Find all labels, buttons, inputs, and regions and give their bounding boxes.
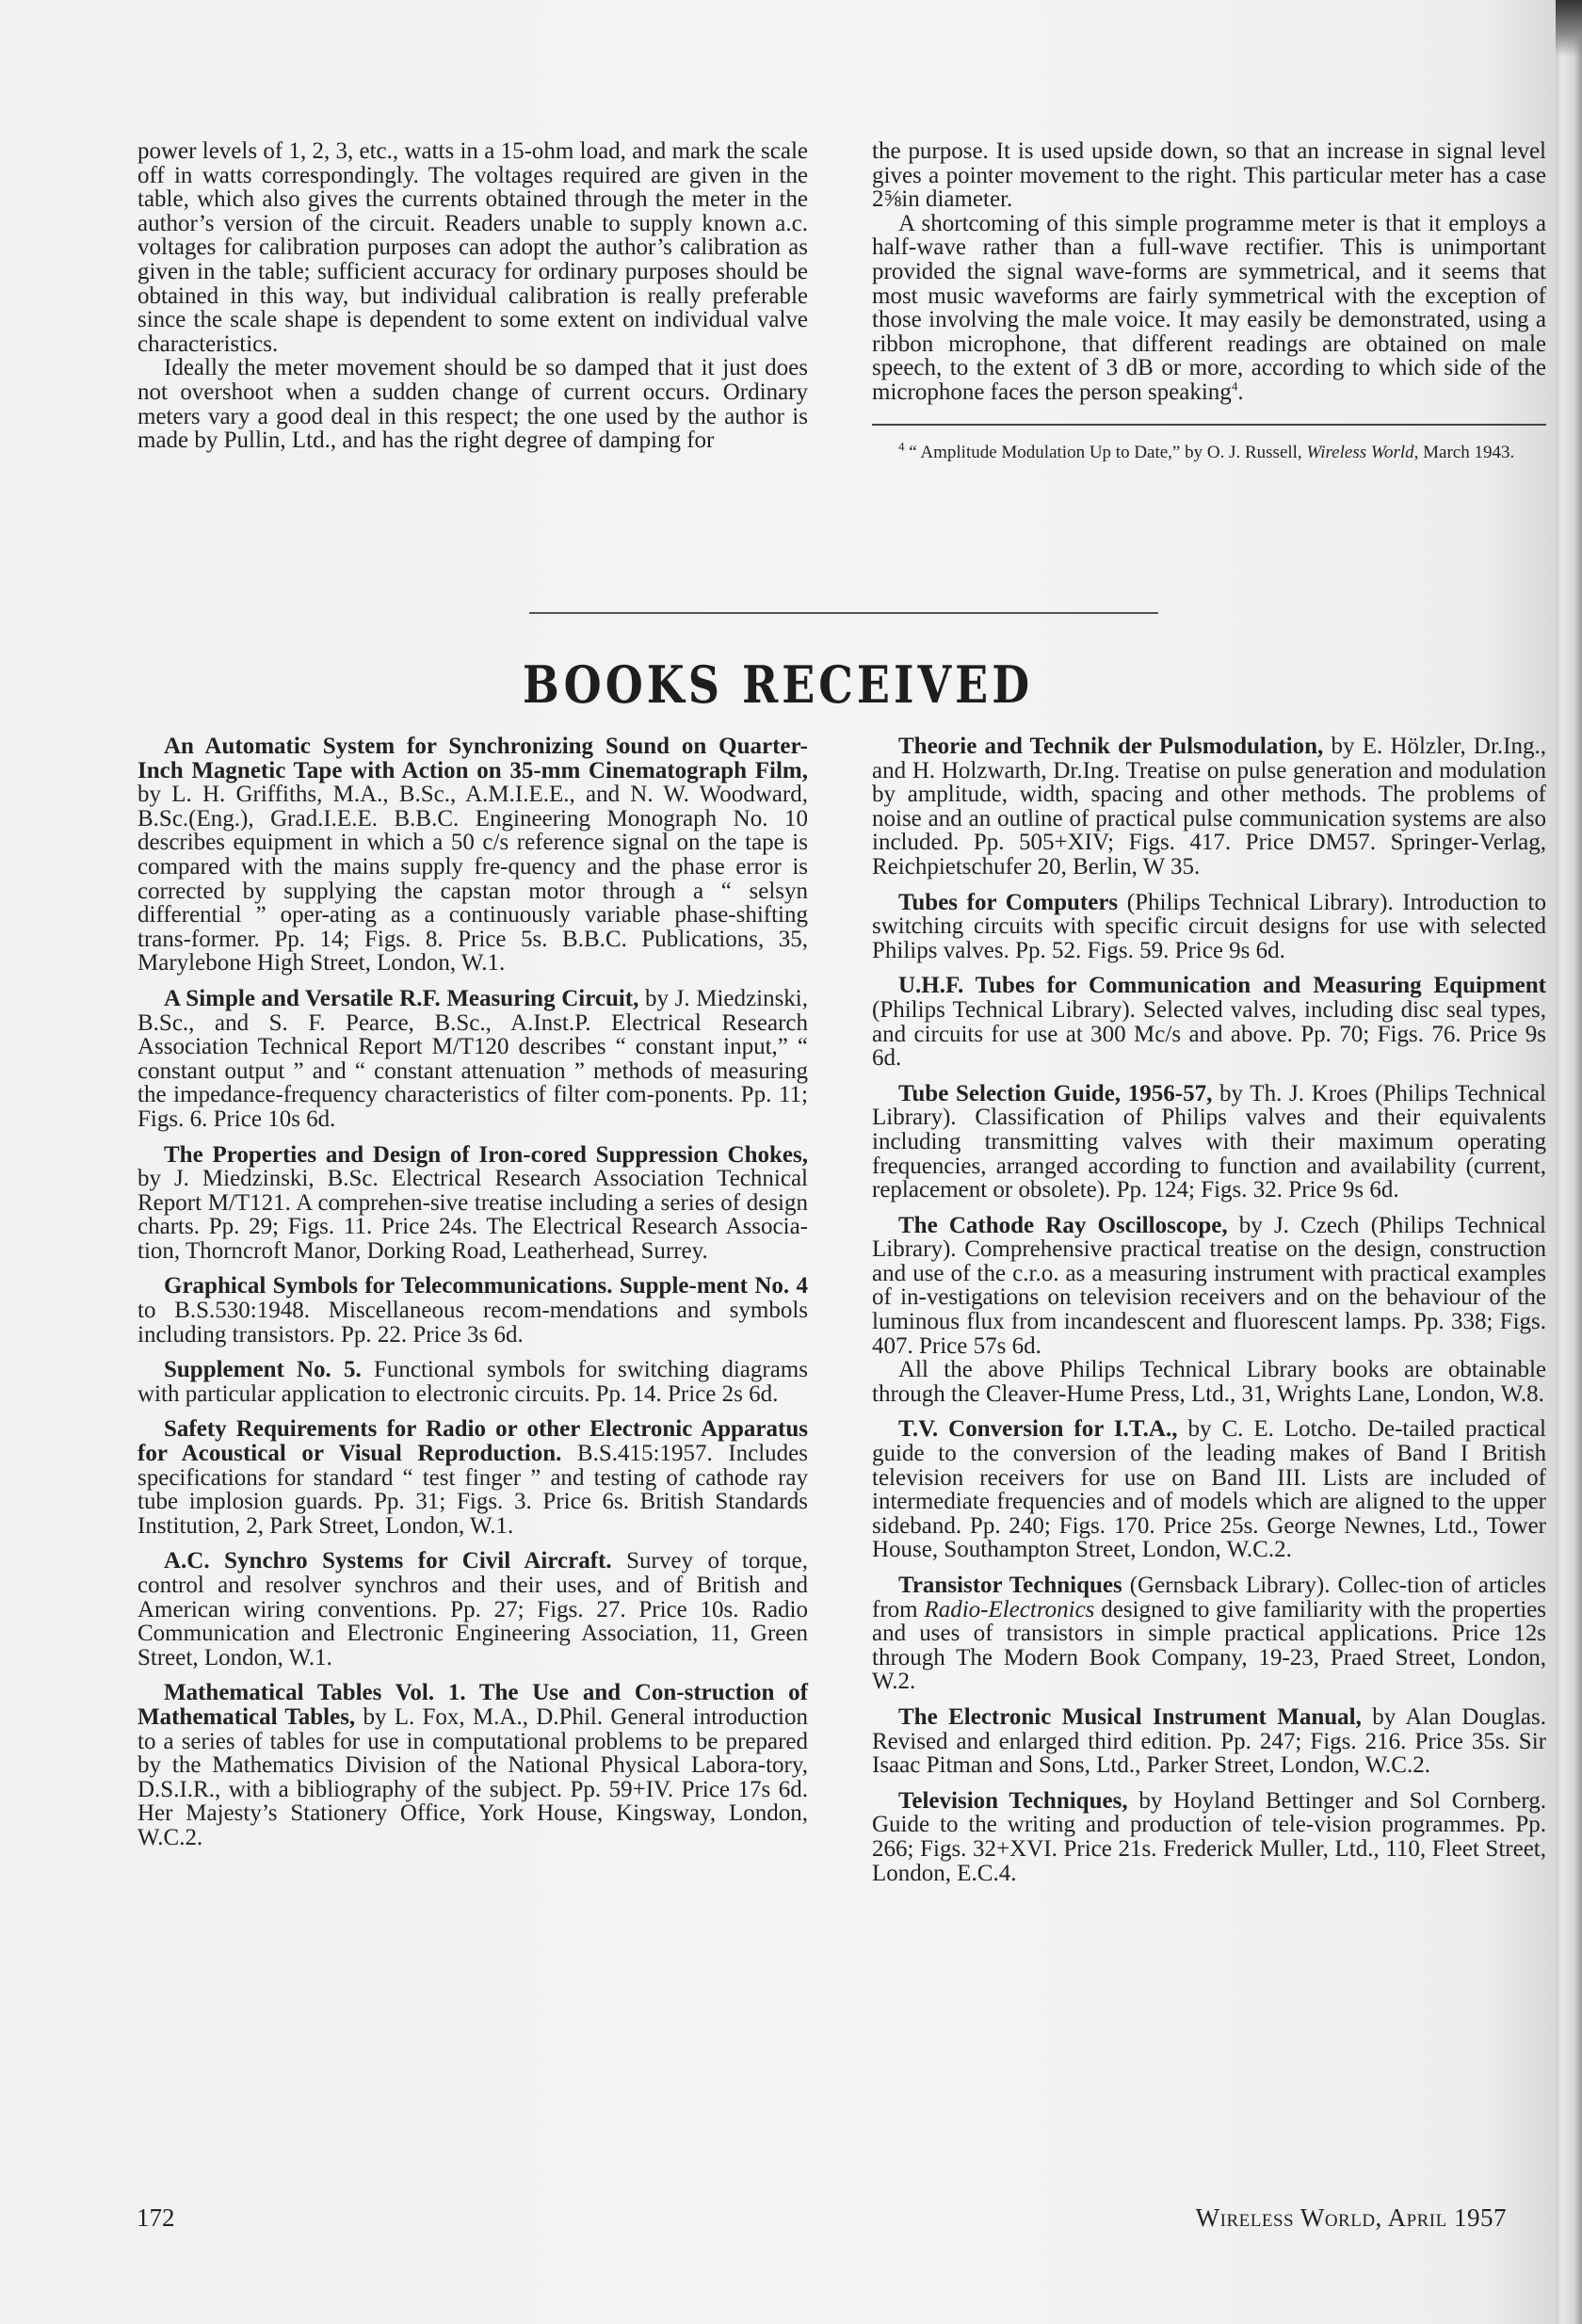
page-binding-edge	[1556, 0, 1582, 2324]
book-description: (Philips Technical Library). Introduction to switching circuits with specific circuit designs for use with selected Philips valves. Pp. 52. Figs. 59. Price 9s 6d.	[872, 889, 1546, 963]
book-description: B.S.415:1957. Includes specifications for standard “ test finger ” and testing of cathode ray tube implosion guards. Pp. 31; Figs. 3. Price 6s. British Standards Institution, 2, Park Street, London, W.1.	[137, 1441, 808, 1539]
section-divider	[529, 612, 1158, 614]
book-title: Television Techniques,	[898, 1787, 1128, 1814]
book-entry	[137, 1143, 808, 1264]
article-left-column	[137, 139, 808, 453]
book-entry	[872, 734, 1546, 880]
book-entry	[872, 1705, 1546, 1778]
book-entry	[137, 1358, 808, 1406]
book-title: Tubes for Computers	[898, 889, 1119, 915]
article-paragraph: the purpose. It is used upside down, so that an increase in signal level gives a pointer movement to the right. This particular meter has a case 2⅝in diameter.	[872, 138, 1546, 213]
book-title: Supplement No. 5.	[164, 1357, 362, 1383]
book-entry	[137, 734, 808, 976]
book-title: U.H.F. Tubes for Communication and Measuring Equipment	[898, 973, 1546, 999]
book-title: Transistor Techniques	[898, 1573, 1122, 1598]
book-title: Safety Requirements for Radio or other Electronic Apparatus for Acoustical or Visual Reproduction.	[137, 1416, 808, 1467]
books-right-column	[872, 734, 1546, 1896]
book-title: A Simple and Versatile R.F. Measuring Circuit,	[164, 985, 639, 1011]
books-left-column	[137, 734, 808, 1862]
book-description: by Th. J. Kroes (Philips Technical Library). Classification of Philips valves and their equivalents including transmitting valves with their maximum operating frequencies, arranged according to function and availability (current, replacement or obsolete). Pp. 124; Figs. 32. Price 9s 6d.	[872, 1080, 1546, 1203]
running-footer: Wireless World, April 1957	[1195, 2203, 1507, 2232]
book-description: by L. H. Griffiths, M.A., B.Sc., A.M.I.E.E., and N. W. Woodward, B.Sc.(Eng.), Grad.I.E.E. B.B.C. Engineering Monograph No. 10 describes equipment in which a 50 c/s reference signal on the tape is compared with the mains supply fre-quency and the phase error is corrected by supplying the capstan motor through a “ selsyn differential ” oper-ating as a continuously variable phase-shifting trans-former. Pp. 14; Figs. 8. Price 5s. B.B.C. Publications, 35, Marylebone High Street, London, W.1.	[137, 782, 808, 976]
book-description: Survey of torque, control and resolver synchros and their uses, and of British and American wiring conventions. Pp. 27; Figs. 27. Price 10s. Radio Communication and Electronic Engineering Association, 11, Green Street, London, W.1.	[137, 1548, 808, 1670]
book-entry	[872, 891, 1546, 963]
article-paragraph: A shortcoming of this simple programme meter is that it employs a half-wave rather than a full-wave rectifier. This is unimportant provided the signal wave-forms are symmetrical, and it seems that most music waveforms are fairly symmetrical with the exception of those involving the male voice. It may easily be demonstrated, using a ribbon microphone, that different readings are obtained on male speech, to the extent of 3 dB or more, according to which side of the microphone faces the person speaking$^4$.	[872, 210, 1546, 405]
book-entry	[872, 1214, 1546, 1359]
magazine-title: Radio-Electronics	[924, 1596, 1095, 1622]
footnote-divider	[872, 424, 1546, 426]
book-description: Functional symbols for switching diagrams with particular application to electronic circuits. Pp. 14. Price 2s 6d.	[137, 1357, 808, 1407]
book-title: Graphical Symbols for Telecommunications. Supple-ment No. 4	[164, 1273, 808, 1299]
book-entry	[872, 1789, 1546, 1885]
page-number: 172	[137, 2203, 175, 2232]
book-title: A.C. Synchro Systems for Civil Aircraft.	[164, 1548, 612, 1574]
footnote-marker: 4	[1231, 379, 1238, 394]
book-entry	[137, 1417, 808, 1538]
book-description: (Philips Technical Library). Selected valves, including disc seal types, and circuits for use at 300 Mc/s and above. Pp. 70; Figs. 76. Price 9s 6d.	[872, 996, 1546, 1072]
book-description: by Alan Douglas. Revised and enlarged third edition. Pp. 247; Figs. 216. Price 35s. Sir Isaac Pitman and Sons, Ltd., Parker Street, London, W.C.2.	[872, 1703, 1546, 1779]
book-title: The Properties and Design of Iron-cored Suppression Chokes,	[164, 1141, 808, 1168]
section-heading: BOOKS RECEIVED	[522, 654, 1034, 715]
article-paragraph: power levels of 1, 2, 3, etc., watts in a 15-ohm load, and mark the scale off in watts correspondingly. The voltages required are given in the table, which also gives the currents obtained through the meter in the author’s version of the circuit. Readers unable to supply known a.c. voltages for calibration purposes can adopt the author’s calibration as given in the table; sufficient accuracy for ordinary purposes should be obtained in this way, but individual calibration is really preferable since the scale shape is dependent to some extent on individual valve characteristics.	[137, 138, 808, 357]
book-description: by J. Miedzinski, B.Sc. Electrical Research Association Technical Report M/T121. A comprehen-sive treatise including a series of design charts. Pp. 29; Figs. 11. Price 24s. The Electrical Research Associa-tion, Thorncroft Manor, Dorking Road, Leatherhead, Surrey.	[137, 1166, 808, 1264]
publisher-note: All the above Philips Technical Library books are obtainable through the Cleaver-Hume Press, Ltd., 31, Wrights Lane, London, W.8.	[872, 1357, 1546, 1407]
article-paragraph: Ideally the meter movement should be so damped that it just does not overshoot when a sudden change of current occurs. Ordinary meters vary a good deal in this respect; the one used by the author is made by Pullin, Ltd., and has the right degree of damping for	[137, 355, 808, 454]
book-title: An Automatic System for Synchronizing Sound on Quarter-Inch Magnetic Tape with Action on 35-mm Cinematograph Film,	[137, 734, 808, 783]
book-entry	[872, 1082, 1546, 1202]
book-description: by J. Miedzinski, B.Sc., and S. F. Pearce, B.Sc., A.Inst.P. Electrical Research Association Technical Report M/T120 describes “ constant input,” “ constant output ” and “ constant attenuation ” methods of measuring the impedance-frequency characteristics of filter com-ponents. Pp. 11; Figs. 6. Price 10s 6d.	[137, 985, 808, 1132]
book-description: by E. Hölzler, Dr.Ing., and H. Holzwarth, Dr.Ing. Treatise on pulse generation and modulation by amplitude, width, spacing and other methods. The problems of noise and an outline of practical pulse communication systems are also included. Pp. 505+XIV; Figs. 417. Price DM57. Springer-Verlag, Reichpietschufer 20, Berlin, W 35.	[872, 734, 1546, 880]
book-title: The Cathode Ray Oscilloscope,	[898, 1212, 1228, 1238]
book-title: Theorie and Technik der Pulsmodulation,	[898, 734, 1324, 759]
book-title: Tube Selection Guide, 1956-57,	[898, 1080, 1213, 1106]
book-entry	[137, 987, 808, 1132]
book-title: The Electronic Musical Instrument Manual,	[898, 1703, 1362, 1730]
book-entry	[137, 1274, 808, 1347]
book-entry	[137, 1681, 808, 1849]
book-entry	[872, 974, 1546, 1070]
book-entry	[872, 1417, 1546, 1562]
footnote: $^4$ “ Amplitude Modulation Up to Date,” by O. J. Russell, Wireless World, March 1943.	[898, 439, 1515, 462]
book-description: to B.S.530:1948. Miscellaneous recom-mendations and symbols including transistors. Pp. 22. Price 3s 6d.	[137, 1298, 808, 1348]
book-entry	[137, 1549, 808, 1670]
book-description: by L. Fox, M.A., D.Phil. General introduction to a series of tables for use in computational problems to be prepared by the Mathematics Division of the National Physical Labora-tory, D.S.I.R., with a bibliography of the subject. Pp. 59+IV. Price 17s 6d. Her Majesty’s Stationery Office, York House, Kingsway, London, W.C.2.	[137, 1703, 808, 1850]
book-entry: Transistor Techniques (Gernsback Library). Collec-tion of articles from Radio-Electronics designed to give familiarity with the properties and uses of transistors in simple practical applications. Price 12s through The Modern Book Company, 19-23, Praed Street, London, W.2.	[872, 1573, 1546, 1695]
book-title: Mathematical Tables Vol. 1. The Use and Con-struction of Mathematical Tables,	[137, 1680, 808, 1730]
book-description: designed to give familiarity with the properties and uses of transistors in simple practical applications. Price 12s through The Modern Book Company, 19-23, Praed Street, London, W.2.	[872, 1596, 1546, 1695]
article-right-column	[872, 139, 1546, 463]
book-description: by C. E. Lotcho. De-tailed practical guide to the conversion of the leading makes of Band I British television receivers for use on Band III. Lists are included of intermediate frequencies and of models which are aligned to the upper sideband. Pp. 240; Figs. 170. Price 25s. George Newnes, Ltd., Tower House, Southampton Street, London, W.C.2.	[872, 1416, 1547, 1563]
book-title: T.V. Conversion for I.T.A.,	[898, 1416, 1178, 1443]
book-description: by Hoyland Bettinger and Sol Cornberg. Guide to the writing and production of tele-vision programmes. Pp. 266; Figs. 32+XVI. Price 21s. Frederick Muller, Ltd., 110, Fleet Street, London, E.C.4.	[872, 1787, 1546, 1886]
book-description: by J. Czech (Philips Technical Library). Comprehensive practical treatise on the design, construction and use of the c.r.o. as a measuring instrument with practical examples of in-vestigations on television receivers and on the behaviour of the luminous flux from incandescent and fluorescent lamps. Pp. 338; Figs. 407. Price 57s 6d.	[872, 1212, 1546, 1359]
